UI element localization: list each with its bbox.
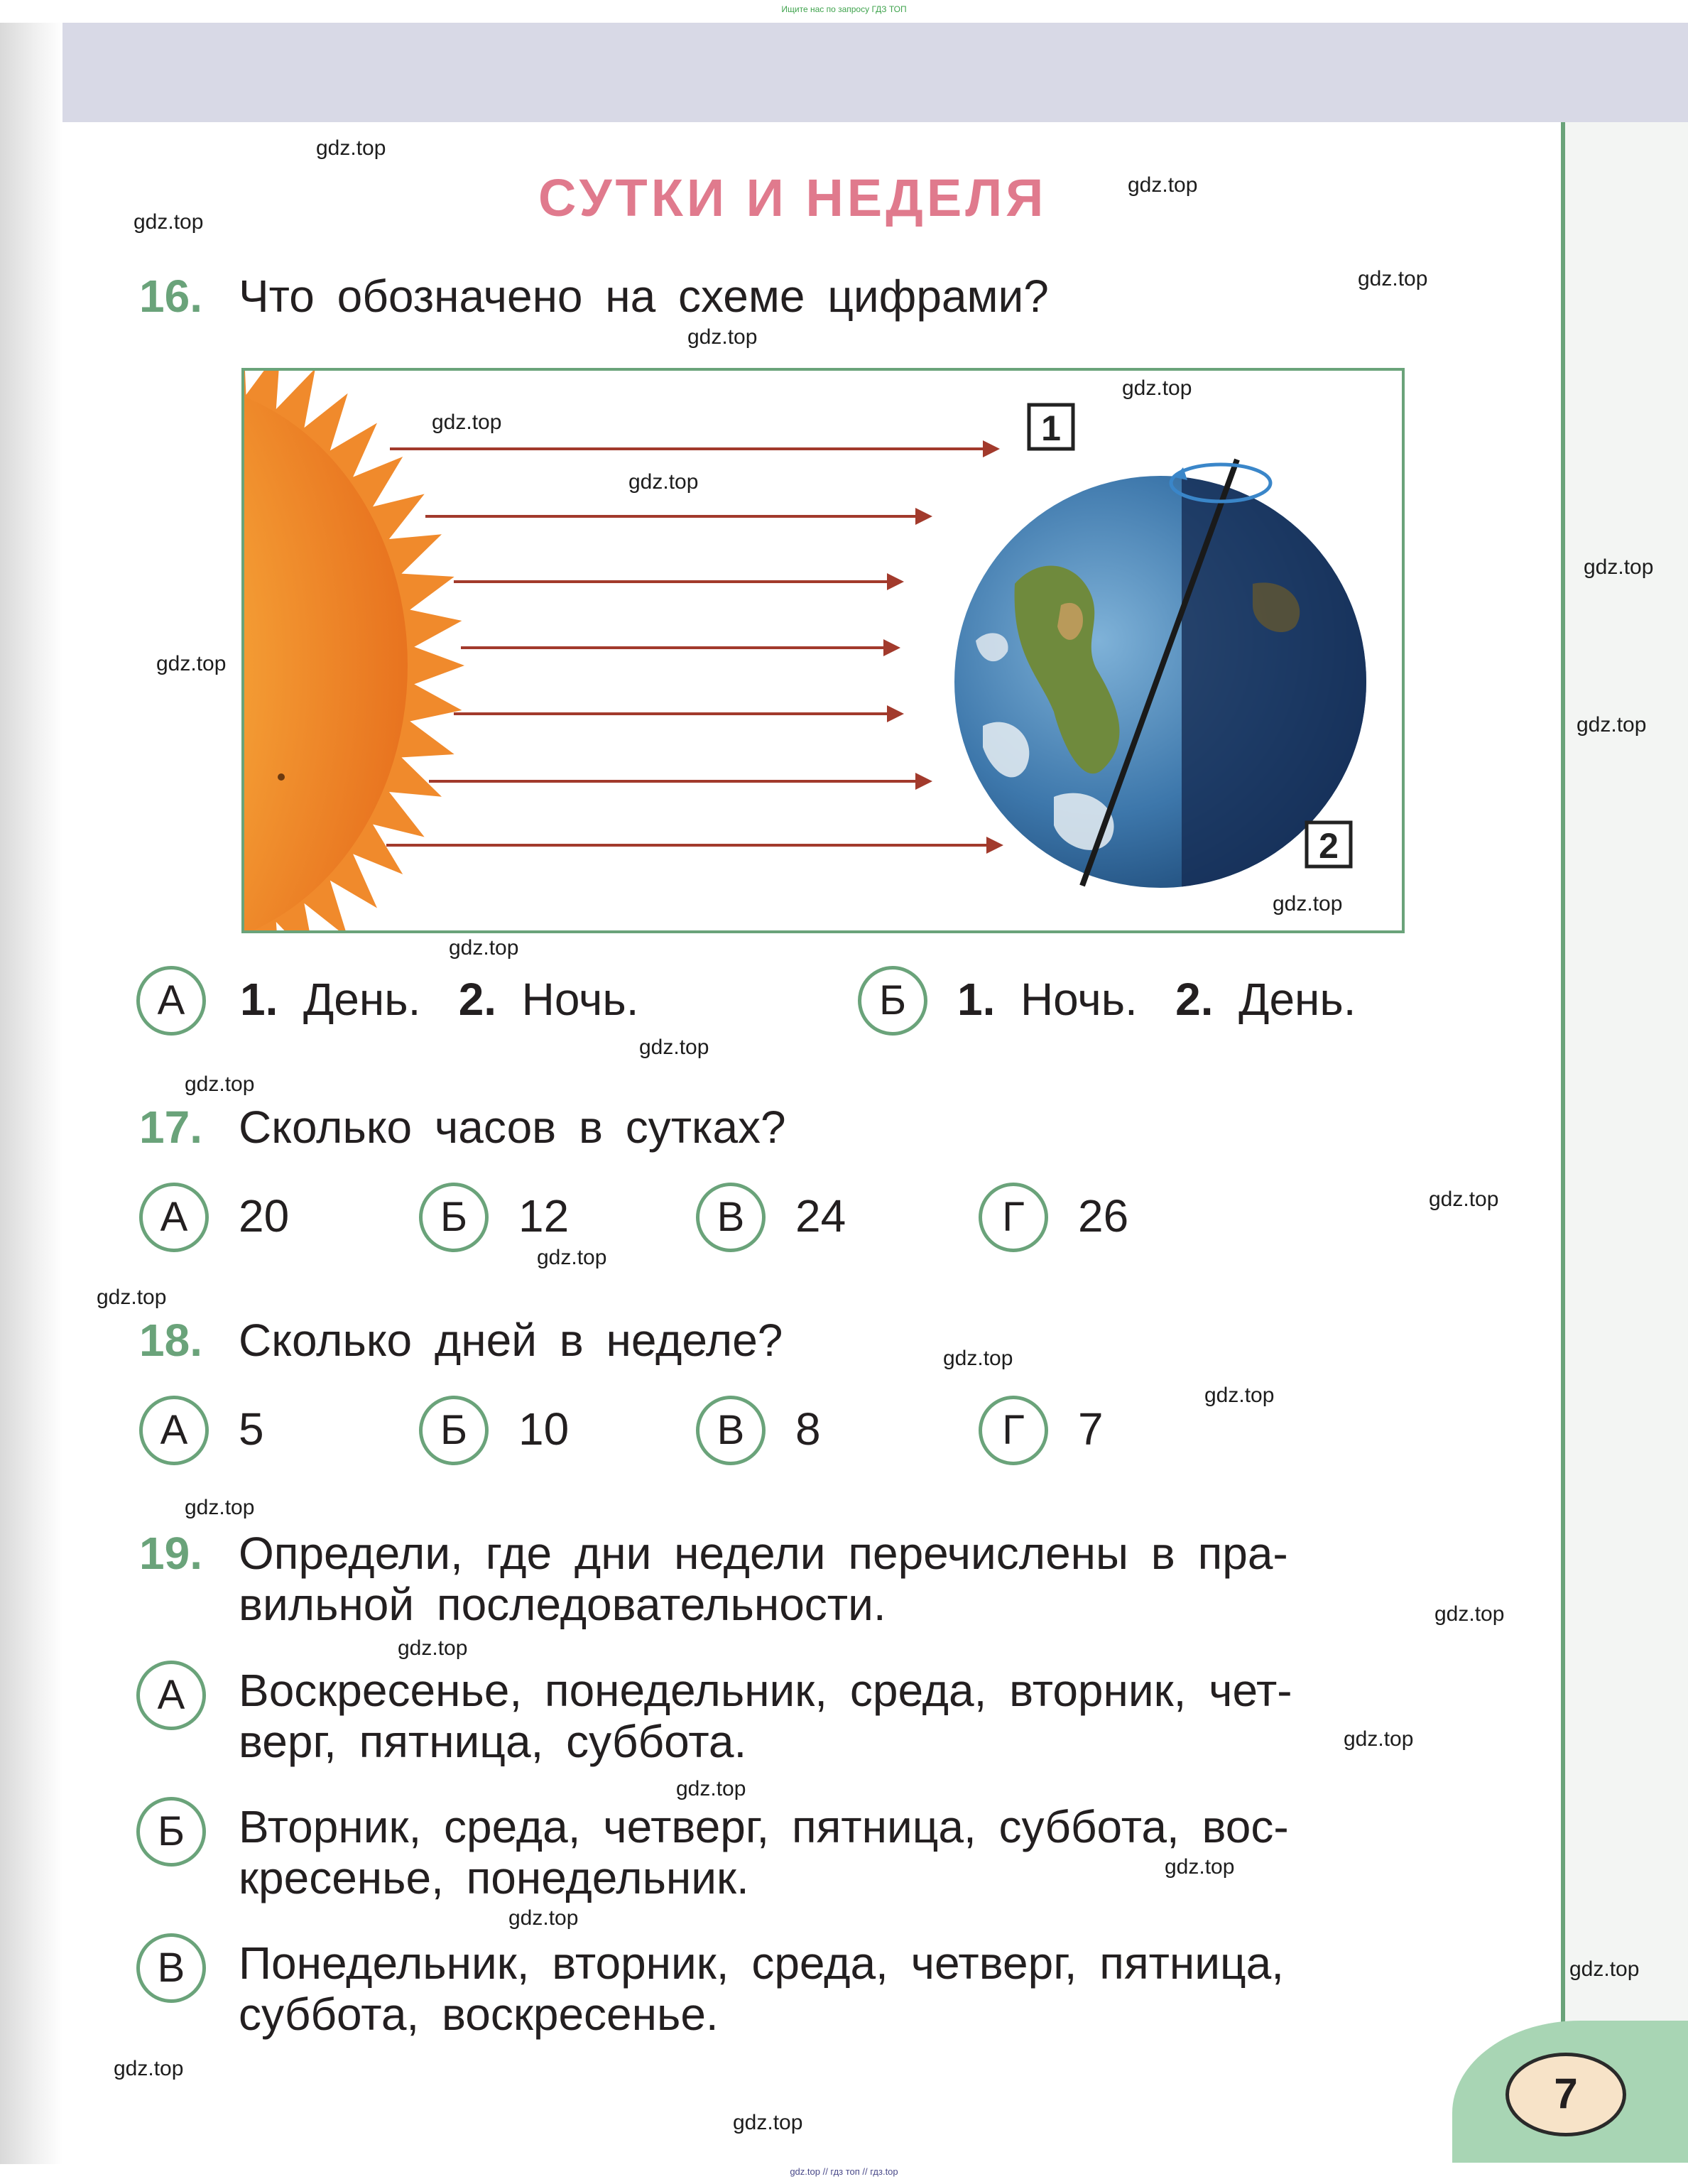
- watermark: gdz.top: [733, 2111, 803, 2134]
- top-note: Ищите нас по запросу ГДЗ ТОП: [781, 4, 907, 14]
- watermark: gdz.top: [114, 2057, 184, 2080]
- option-16-b-word2: День.: [1238, 974, 1356, 1025]
- option-16-a-word1: День.: [303, 974, 421, 1025]
- option-16-b-circle[interactable]: Б: [858, 966, 927, 1036]
- option-16-a-num1: 1.: [240, 974, 278, 1025]
- option-17-c-text[interactable]: 24: [795, 1190, 846, 1242]
- question-19-text-line1: Определи, где дни недели перечислены в пра-: [239, 1528, 1288, 1579]
- option-19-b-circle[interactable]: Б: [136, 1797, 206, 1867]
- watermark: gdz.top: [449, 936, 519, 960]
- option-19-a-line2[interactable]: верг, пятница, суббота.: [239, 1716, 747, 1767]
- option-16-b-word1: Ночь.: [1020, 974, 1138, 1025]
- watermark: gdz.top: [1344, 1727, 1414, 1751]
- question-19-text-line2: вильной последовательности.: [239, 1579, 886, 1630]
- watermark: gdz.top: [185, 1072, 255, 1096]
- option-18-d-circle[interactable]: Г: [979, 1396, 1048, 1465]
- option-18-b-text[interactable]: 10: [518, 1403, 570, 1455]
- watermark: gdz.top: [1122, 376, 1192, 400]
- watermark: gdz.top: [156, 652, 227, 675]
- option-17-d-circle[interactable]: Г: [979, 1183, 1048, 1252]
- page-title: СУТКИ И НЕДЕЛЯ: [538, 168, 1047, 227]
- question-17-text: Сколько часов в сутках?: [239, 1102, 786, 1153]
- option-17-b-text[interactable]: 12: [518, 1190, 570, 1242]
- option-18-a-text[interactable]: 5: [239, 1403, 264, 1455]
- bottom-note: gdz.top // гдз топ // гдз.top: [790, 2166, 898, 2177]
- right-margin-strip: [1565, 122, 1688, 2093]
- question-17-number: 17.: [139, 1102, 202, 1153]
- watermark: gdz.top: [537, 1246, 607, 1269]
- watermark: gdz.top: [1429, 1188, 1499, 1211]
- watermark: gdz.top: [943, 1347, 1013, 1370]
- watermark: gdz.top: [1358, 267, 1428, 290]
- option-19-a-circle[interactable]: А: [136, 1661, 206, 1730]
- diagram-label-2: 2: [1319, 826, 1339, 866]
- header-band: [60, 23, 1688, 122]
- diagram-svg: [244, 371, 1402, 930]
- diagram-label-1-box: [1029, 405, 1073, 449]
- option-16-a-circle[interactable]: А: [136, 966, 206, 1036]
- watermark: gdz.top: [508, 1906, 579, 1930]
- watermark: gdz.top: [134, 210, 204, 234]
- watermark: gdz.top: [97, 1286, 167, 1309]
- watermark: gdz.top: [1569, 1957, 1640, 1981]
- watermark: gdz.top: [185, 1496, 255, 1519]
- question-16-text: Что обозначено на схеме цифрами?: [239, 271, 1049, 322]
- option-17-c-circle[interactable]: В: [696, 1183, 766, 1252]
- page-number: 7: [1505, 2053, 1626, 2136]
- option-18-c-circle[interactable]: В: [696, 1396, 766, 1465]
- option-19-b-line2[interactable]: кресенье, понедельник.: [239, 1852, 749, 1903]
- option-17-a-text[interactable]: 20: [239, 1190, 290, 1242]
- watermark: gdz.top: [628, 470, 699, 494]
- watermark: gdz.top: [676, 1777, 746, 1800]
- day-night-diagram: [241, 368, 1405, 933]
- option-17-a-circle[interactable]: А: [139, 1183, 209, 1252]
- option-19-c-line1[interactable]: Понедельник, вторник, среда, четверг, пятница,: [239, 1938, 1285, 1989]
- sunlight-arrows: [386, 449, 1001, 845]
- watermark: gdz.top: [432, 411, 502, 434]
- watermark: gdz.top: [1128, 173, 1198, 197]
- option-16-a-num2: 2.: [458, 974, 497, 1025]
- diagram-label-2-box: [1307, 822, 1351, 866]
- option-17-d-text[interactable]: 26: [1078, 1190, 1129, 1242]
- watermark: gdz.top: [1273, 892, 1343, 916]
- option-16-b-num1: 1.: [957, 974, 996, 1025]
- watermark: gdz.top: [1434, 1602, 1505, 1626]
- watermark: gdz.top: [1584, 555, 1654, 579]
- watermark: gdz.top: [316, 136, 386, 160]
- watermark: gdz.top: [1165, 1855, 1235, 1879]
- option-18-d-text[interactable]: 7: [1078, 1403, 1104, 1455]
- watermark: gdz.top: [1204, 1384, 1275, 1407]
- option-18-a-circle[interactable]: А: [139, 1396, 209, 1465]
- option-18-c-text[interactable]: 8: [795, 1403, 821, 1455]
- margin-line: [1561, 122, 1565, 2050]
- question-19-number: 19.: [139, 1528, 202, 1579]
- watermark: gdz.top: [1577, 713, 1647, 737]
- page-gutter-shadow: [0, 23, 62, 2164]
- option-19-a-line1[interactable]: Воскресенье, понедельник, среда, вторник, чет-: [239, 1665, 1292, 1716]
- question-16-number: 16.: [139, 271, 202, 322]
- option-16-a-text[interactable]: [240, 973, 639, 1026]
- option-18-b-circle[interactable]: Б: [419, 1396, 489, 1465]
- option-16-b-num2: 2.: [1175, 974, 1214, 1025]
- watermark: gdz.top: [398, 1636, 468, 1660]
- option-16-a-word2: Ночь.: [521, 974, 639, 1025]
- option-19-c-line2[interactable]: суббота, воскресенье.: [239, 1989, 719, 2040]
- watermark: gdz.top: [639, 1036, 709, 1059]
- option-17-b-circle[interactable]: Б: [419, 1183, 489, 1252]
- option-19-c-circle[interactable]: В: [136, 1933, 206, 2003]
- question-18-text: Сколько дней в неделе?: [239, 1315, 783, 1366]
- diagram-label-1: 1: [1041, 408, 1061, 448]
- option-16-b-text[interactable]: [957, 973, 1356, 1026]
- watermark: gdz.top: [687, 325, 758, 349]
- question-18-number: 18.: [139, 1315, 202, 1366]
- option-19-b-line1[interactable]: Вторник, среда, четверг, пятница, суббота, вос-: [239, 1801, 1289, 1852]
